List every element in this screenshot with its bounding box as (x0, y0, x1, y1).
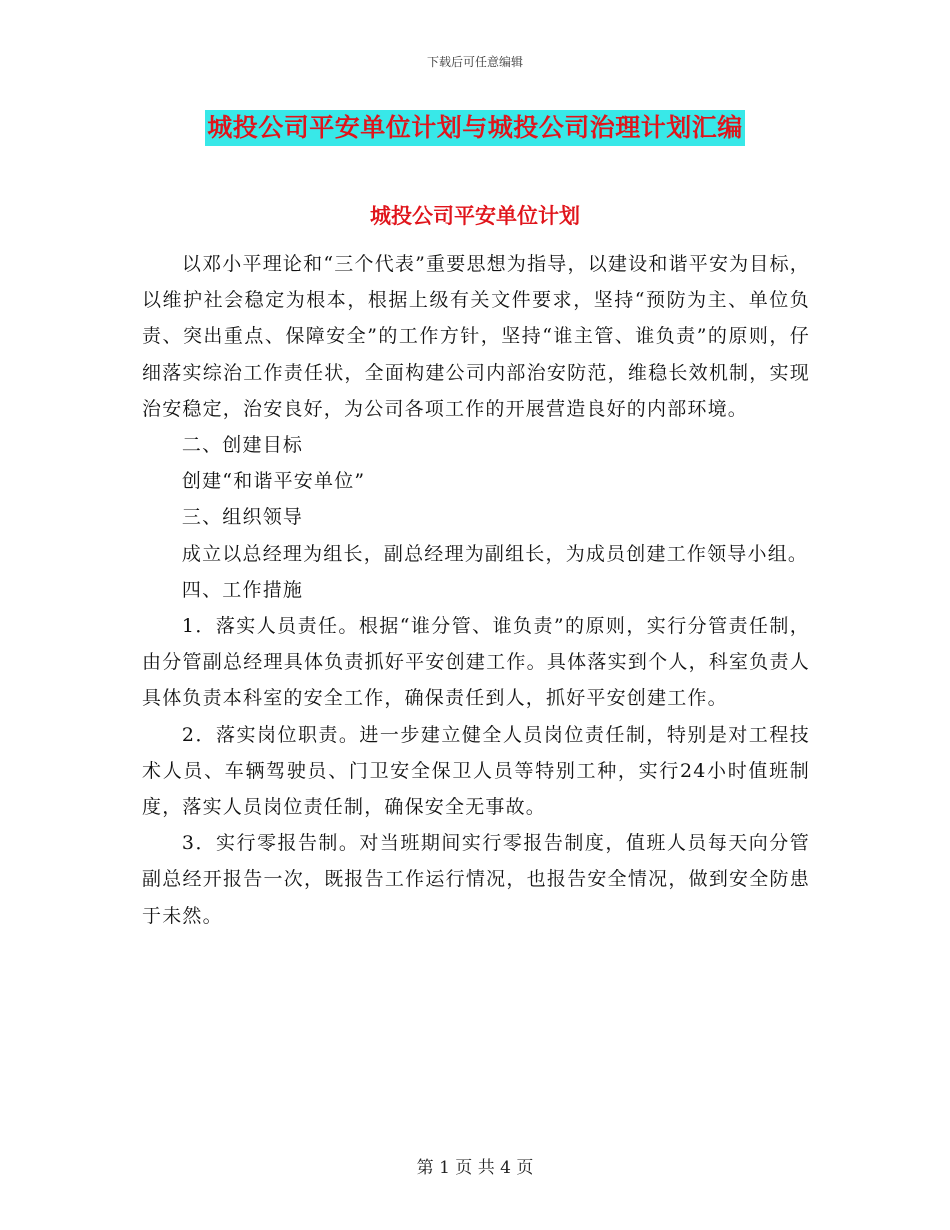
header-note: 下载后可任意编辑 (426, 55, 523, 69)
heading-goal: 二、创建目标 (181, 434, 304, 457)
heading-organization: 三、组织领导 (181, 506, 304, 529)
paragraph-organization: 成立以总经理为组长，副总经理为副组长，为成员创建工作领导小组。 (181, 542, 809, 565)
paragraph-measure-2: 2．落实岗位职责。进一步建立健全人员岗位责任制，特别是对工程技术人员、车辆驾驶员、门卫安全保卫人员等特别工种，实行24小时值班制度，落实人员岗位责任制，确保安全无事故。 (142, 723, 810, 819)
main-title-container (0, 110, 950, 146)
page-indicator: 第 1 页 共 4 页 (416, 1158, 534, 1178)
paragraph-intro: 以邓小平理论和“三个代表”重要思想为指导，以建设和谐平安为目标，以维护社会稳定为根本，根据上级有关文件要求，坚持“预防为主、单位负责、突出重点、保障安全”的工作方针，坚持“谁主管、谁负责”的原则，仔细落实综治工作责任状，全面构建公司内部治安防范，维稳长效机制，实现治安稳定，治安良好，为公司各项工作的开展营造良好的内部环境。 (142, 253, 810, 420)
section-title: 城投公司平安单位计划 (370, 203, 580, 228)
paragraph-measure-1: 1．落实人员责任。根据“谁分管、谁负责”的原则，实行分管责任制，由分管副总经理具体负责抓好平安创建工作。具体落实到个人，科室负责人具体负责本科室的安全工作，确保责任到人，抓好平安创建工作。 (142, 615, 810, 710)
paragraph-goal: 创建“和谐平安单位” (181, 470, 366, 493)
document-body (142, 246, 810, 934)
heading-measures: 四、工作措施 (181, 578, 304, 601)
main-title: 城投公司平安单位计划与城投公司治理计划汇编 (205, 110, 745, 146)
paragraph-measure-3: 3．实行零报告制。对当班期间实行零报告制度，值班人员每天向分管副总经开报告一次，既报告工作运行情况，也报告安全情况，做到安全防患于未然。 (142, 832, 810, 927)
